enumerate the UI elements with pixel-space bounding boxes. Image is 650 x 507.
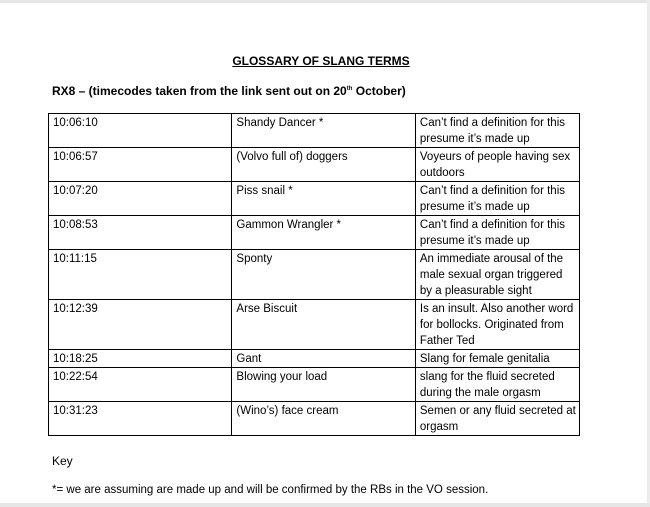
definition-cell: Can’t find a definition for this presume it’s made up	[415, 182, 579, 216]
term-cell: Piss snail *	[232, 182, 415, 216]
timecode-cell: 10:12:39	[49, 300, 232, 350]
timecode-cell: 10:06:10	[49, 114, 232, 148]
term-cell: Gant	[232, 350, 415, 368]
document-subheading	[52, 84, 406, 98]
timecode-cell: 10:06:57	[49, 148, 232, 182]
definition-cell: Semen or any fluid secreted at orgasm	[415, 402, 579, 436]
table-row	[49, 402, 580, 436]
document-title	[0, 54, 650, 68]
table-row	[49, 114, 580, 148]
definition-cell: Is an insult. Also another word for bollocks. Originated from Father Ted	[415, 300, 579, 350]
key-label: Key	[52, 454, 73, 468]
term-cell: Shandy Dancer *	[232, 114, 415, 148]
term-cell: (Wino’s) face cream	[232, 402, 415, 436]
key-note: *= we are assuming are made up and will be confirmed by the RBs in the VO session.	[52, 484, 489, 496]
term-cell: (Volvo full of) doggers	[232, 148, 415, 182]
document-title-text: GLOSSARY OF SLANG TERMS	[232, 54, 410, 68]
timecode-cell: 10:22:54	[49, 368, 232, 402]
definition-cell: Can’t find a definition for this presume it’s made up	[415, 114, 579, 148]
term-cell: Sponty	[232, 250, 415, 300]
term-cell: Gammon Wrangler *	[232, 216, 415, 250]
table-row	[49, 300, 580, 350]
glossary-table	[48, 113, 580, 436]
term-cell: Blowing your load	[232, 368, 415, 402]
timecode-cell: 10:07:20	[49, 182, 232, 216]
page-top-edge	[0, 0, 650, 3]
definition-cell: An immediate arousal of the male sexual organ triggered by a pleasurable sight	[415, 250, 579, 300]
timecode-cell: 10:11:15	[49, 250, 232, 300]
term-cell: Arse Biscuit	[232, 300, 415, 350]
page-bottom-edge	[0, 503, 650, 507]
subheading-main: RX8 – (timecodes taken from the link sent out on 20	[52, 84, 347, 98]
definition-cell: slang for the fluid secreted during the male orgasm	[415, 368, 579, 402]
table-row	[49, 216, 580, 250]
table-row	[49, 148, 580, 182]
timecode-cell: 10:08:53	[49, 216, 232, 250]
table-row	[49, 250, 580, 300]
timecode-cell: 10:31:23	[49, 402, 232, 436]
definition-cell: Slang for female genitalia	[415, 350, 579, 368]
definition-cell: Voyeurs of people having sex outdoors	[415, 148, 579, 182]
subheading-end: October)	[352, 84, 406, 98]
table-row	[49, 182, 580, 216]
table-row	[49, 350, 580, 368]
definition-cell: Can’t find a definition for this presume it’s made up	[415, 216, 579, 250]
timecode-cell: 10:18:25	[49, 350, 232, 368]
subheading-ordinal: th	[346, 86, 353, 92]
table-row	[49, 368, 580, 402]
